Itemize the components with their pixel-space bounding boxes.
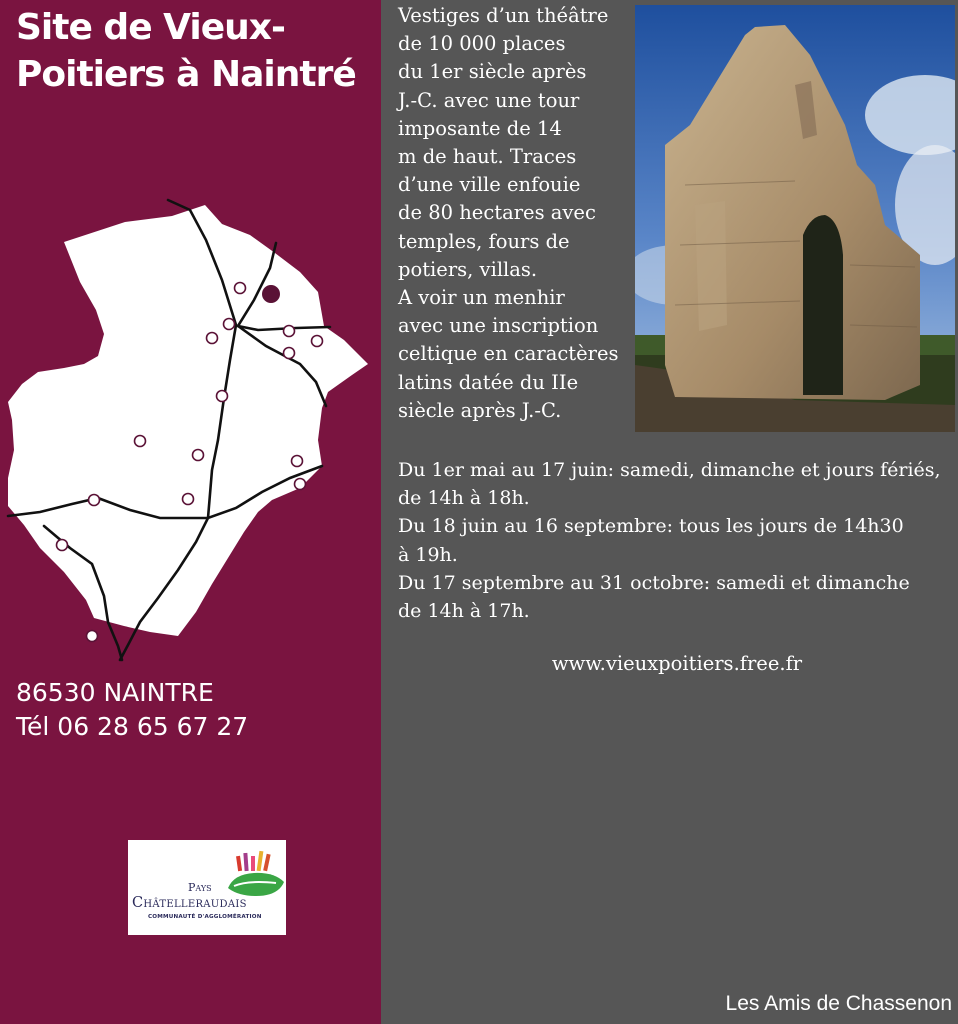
map-marker xyxy=(89,495,100,506)
contact-block xyxy=(16,676,248,744)
hours-line: Du 17 septembre au 31 octobre: samedi et dimanche xyxy=(398,571,910,594)
site-description xyxy=(398,2,626,425)
description-line: Vestiges d’un théâtre xyxy=(398,4,609,27)
title-line-1: Site de Vieux- xyxy=(16,7,285,48)
description-line: de 10 000 places xyxy=(398,32,566,56)
territory-shape xyxy=(8,205,368,636)
map-marker xyxy=(135,436,146,447)
description-line: temples, fours de xyxy=(398,229,570,253)
logo-text-name: Châtelleraudais xyxy=(132,895,247,911)
title-line-2: Poitiers à Naintré xyxy=(16,54,356,95)
left-panel xyxy=(0,0,381,1024)
hours-line: à 19h. xyxy=(398,543,458,566)
description-line: du 1er siècle après xyxy=(398,60,587,84)
description-line: avec une inscription xyxy=(398,314,599,338)
map-marker xyxy=(284,326,295,337)
theatre-ruins-photo xyxy=(635,5,955,432)
map-marker xyxy=(87,631,98,642)
website-link[interactable]: www.vieuxpoitiers.free.fr xyxy=(551,652,803,675)
footer-credit: Les Amis de Chassenon xyxy=(725,992,952,1015)
pays-chatelleraudais-logo xyxy=(128,840,286,935)
description-line: imposante de 14 xyxy=(398,116,562,140)
map-marker xyxy=(312,336,323,347)
description-line: A voir un menhir xyxy=(398,286,565,310)
map-marker xyxy=(57,540,68,551)
hours-line: Du 1er mai au 17 juin: samedi, dimanche et jours fériés, xyxy=(398,459,941,481)
map-marker xyxy=(217,391,228,402)
logo-text-subtitle: Communauté d'agglomération xyxy=(148,914,262,920)
address: 86530 NAINTRE xyxy=(16,678,214,707)
map-marker xyxy=(193,450,204,461)
map-marker xyxy=(284,348,295,359)
description-line: celtique en caractères xyxy=(398,342,619,366)
description-line: J.-C. avec une tour xyxy=(398,88,580,112)
description-line: latins datée du IIe xyxy=(398,370,579,394)
map-marker xyxy=(207,333,218,344)
site-location-marker xyxy=(263,286,280,303)
description-line: siècle après J.-C. xyxy=(398,398,562,422)
description-line: d’une ville enfouie xyxy=(398,173,581,197)
logo-graphic xyxy=(128,840,286,935)
map-marker xyxy=(183,494,194,505)
opening-hours xyxy=(398,456,956,625)
page-title xyxy=(16,4,376,98)
phone-number: Tél 06 28 65 67 27 xyxy=(16,712,249,741)
logo-text-pays: Pays xyxy=(188,881,212,894)
map-marker xyxy=(292,456,303,467)
description-line: m de haut. Traces xyxy=(398,145,577,169)
hours-line: de 14h à 18h. xyxy=(398,487,530,510)
description-line: potiers, villas. xyxy=(398,257,538,281)
map-marker xyxy=(295,479,306,490)
hours-line: Du 18 juin au 16 septembre: tous les jours de 14h30 xyxy=(398,515,904,538)
hours-line: de 14h à 17h. xyxy=(398,600,530,623)
map-marker xyxy=(224,319,235,330)
area-map xyxy=(0,195,381,665)
description-line: de 80 hectares avec xyxy=(398,201,596,225)
map-marker xyxy=(235,283,246,294)
